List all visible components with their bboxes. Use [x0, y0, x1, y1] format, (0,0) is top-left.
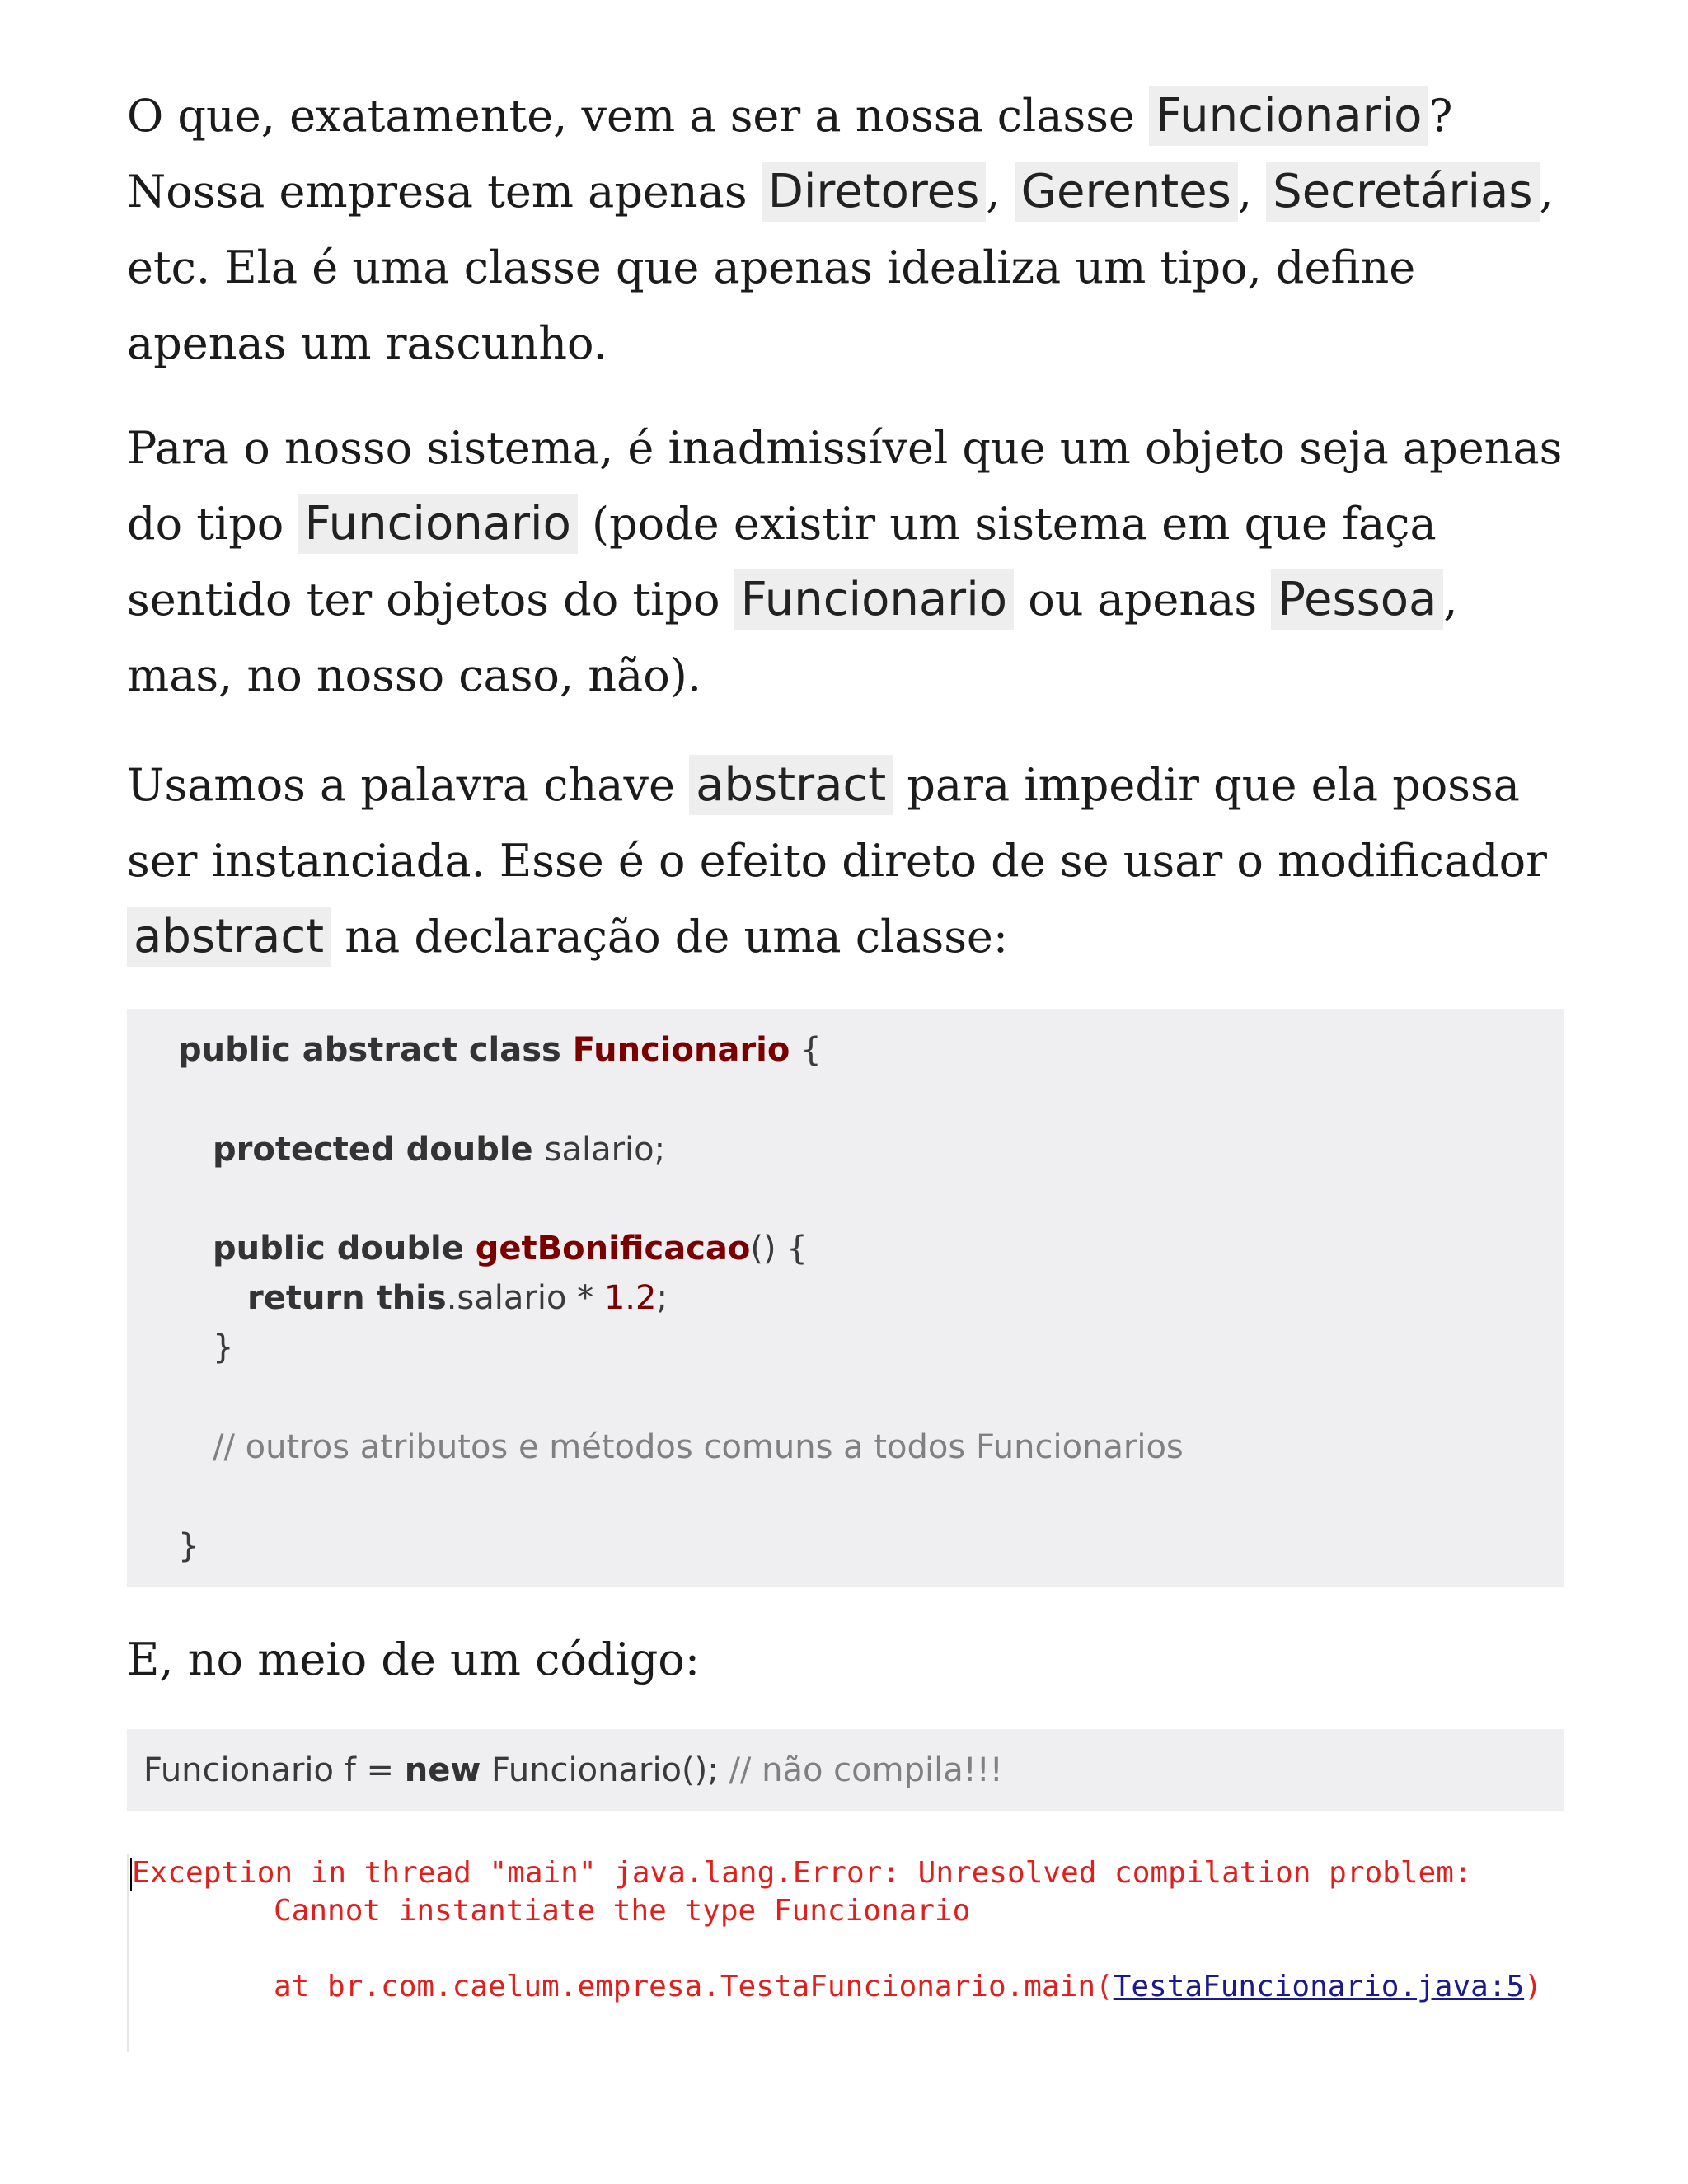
code-block-instantiation	[127, 1729, 1564, 1811]
console-line: Exception in thread "main" java.lang.Error: Unresolved compilation problem:	[132, 1856, 1490, 1890]
paragraph-funcionario-class	[127, 78, 1571, 382]
inline-code-funcionario: Funcionario	[734, 569, 1014, 630]
code-keyword: public double	[213, 1230, 476, 1268]
code-block-abstract-class	[127, 1009, 1564, 1587]
inline-code-secretarias: Secretárias	[1266, 162, 1539, 222]
text: Para o nosso sistema, é inadmissível que um objeto seja apenas do tipo	[127, 422, 1563, 550]
paragraph-inadmissivel	[127, 410, 1571, 714]
code-comment: // outros atributos e métodos comuns a todos Funcionarios	[213, 1428, 1184, 1466]
console-text: at br.com.caelum.empresa.TestaFuncionario.main(	[274, 1970, 1114, 2004]
inline-code-pessoa: Pessoa	[1271, 569, 1443, 630]
console-output	[127, 1854, 1566, 2052]
code-text: {	[790, 1031, 822, 1069]
inline-code-abstract: abstract	[127, 907, 331, 967]
code-text: salario;	[544, 1131, 666, 1169]
code-text: Funcionario();	[481, 1751, 729, 1789]
text: , etc. Ela é uma classe que apenas idealiza um tipo, define apenas um rascunho.	[127, 166, 1554, 369]
code-line	[178, 1521, 199, 1571]
code-text: .salario *	[446, 1279, 604, 1317]
text: na declaração de uma classe:	[331, 911, 1009, 963]
inline-code-diretores: Diretores	[762, 162, 987, 222]
code-line	[247, 1273, 668, 1323]
text: ,	[986, 166, 1015, 218]
inline-code-abstract: abstract	[689, 755, 893, 815]
text: ? Nossa empresa tem apenas	[127, 90, 1453, 218]
code-line	[213, 1422, 1184, 1472]
code-text: () {	[750, 1230, 808, 1268]
code-keyword: protected double	[213, 1131, 545, 1169]
code-line	[213, 1224, 808, 1273]
code-line	[143, 1746, 1003, 1795]
code-class-name: Funcionario	[572, 1031, 790, 1069]
code-comment: // não compila!!!	[729, 1751, 1003, 1789]
code-keyword: return this	[247, 1279, 447, 1317]
code-text: ;	[656, 1279, 668, 1317]
code-text: }	[178, 1527, 199, 1565]
code-text: }	[213, 1329, 234, 1366]
console-line: Cannot instantiate the type Funcionario	[274, 1894, 971, 1928]
console-text: )	[1524, 1970, 1542, 2004]
text: , mas, no nosso caso, não).	[127, 574, 1458, 701]
console-line	[274, 1968, 1542, 2006]
code-line	[213, 1125, 665, 1174]
code-number: 1.2	[603, 1279, 657, 1317]
text: Usamos a palavra chave	[127, 759, 690, 811]
paragraph-meio-codigo: E, no meio de um código:	[127, 1633, 701, 1685]
text: ,	[1237, 166, 1267, 218]
text: para impedir que ela possa ser instanciada. Esse é o efeito direto de se usar o modificador	[127, 759, 1547, 887]
inline-code-funcionario: Funcionario	[1149, 86, 1428, 146]
inline-code-funcionario: Funcionario	[298, 494, 577, 554]
text: ou apenas	[1014, 574, 1272, 626]
inline-code-gerentes: Gerentes	[1015, 162, 1238, 222]
code-keyword: public abstract class	[178, 1031, 573, 1069]
text: (pode existir um sistema em que faça sentido ter objetos do tipo	[127, 498, 1437, 626]
code-method-name: getBonificacao	[475, 1230, 751, 1268]
code-keyword: new	[404, 1751, 481, 1789]
stacktrace-link[interactable]: TestaFuncionario.java:5	[1113, 1970, 1525, 2004]
code-line	[213, 1323, 233, 1372]
text: O que, exatamente, vem a ser a nossa classe	[127, 90, 1150, 142]
code-text: Funcionario f =	[143, 1751, 405, 1789]
paragraph-abstract	[127, 748, 1571, 975]
code-line	[178, 1025, 822, 1075]
